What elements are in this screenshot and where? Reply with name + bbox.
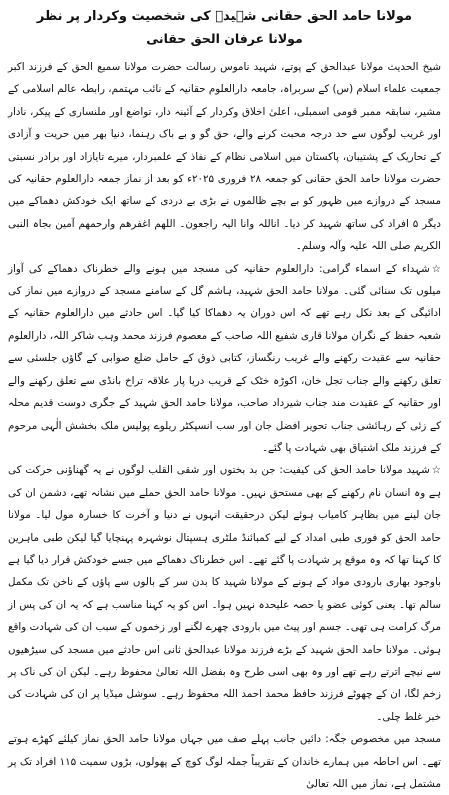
article-body [8,56,441,795]
article-author: مولانا عرفان الحق حقانی [146,31,303,46]
paragraph-intro: شیخ الحدیث مولانا عبدالحق کے پوتے، شہید ناموس رسالت حضرت مولانا سمیع الحق کے فرزند اکبر جمعیت علماء اسلام (س) کے سربراہ، جامعہ دارالعلوم حقانیہ کے نائب مہتمم، رابطہ عالم اسلامی کے مشیر، سابقہ ممبر قومی اسمبلی، اعلیٰ اخلاق وکردار کے آئینہ دار، تواضع اور ملنساری کے پیکر، نادار اور غریب لوگوں سے حد درجہ محبت کرنے والے، حق گو و بے باک رہنما، دنیا بھر میں حریت و آزادی کے تحاریک کے پشتیبان، پاکستان میں اسلامی نظام کے نفاذ کے علمبردار، میرے تایازاد اور برادر نسبتی حضرت مولانا حامد الحق حقانی کو جمعہ ۲۸ فروری ۲۰۲۵ء کو بعد از نماز جمعہ دارالعلوم حقانیہ کی مسجد کے دروازے میں ظہور کو بے بچے ظالموں نے بڑی بے دردی کے ساتھ ایک خودکش دھماکے میں دیگر ۵ افراد کی ساتھ شہید کر دیا۔ اناللہ وانا الیہ راجعون۔ اللھم اغفرھم وارحمھم آمین بجاہ النبی الکریم صلی اللہ علیہ وآلہ وسلم۔ [8,61,442,253]
article-title: مولانا حامد الحق حقانی شہیدؒ کی شخصیت وکردار پر نظر [36,9,413,24]
paragraph-text: شہداء کے اسماء گرامی: دارالعلوم حقانیہ کی مسجد میں ہونے والے خطرناک دھماکے کی آواز میلوں تک سنائی گئی۔ مولانا حامد الحق شہید، ہاشم گل کے سامنے مسجد کے دروازے میں نماز کی ادائیگی کے بعد نکل رہے تھے کہ اس دوران یہ دھماکا کیا گیا۔ اس حادثے میں دارالعلوم حقانیہ کے شعبہ حفظ کے نگران مولانا قاری شفیع اللہ صاحب کے معصوم فرزند محمد وہب شاکر اللہ، دارالعلوم حقانیہ سے عقیدت رکھنے والے غریب رنگساز، کتابی ذوق کے حامل ضلع صوابی کے گاؤں جلسئی سے تعلق رکھنے والے جناب تجل خان، اکوڑہ خٹک کے قریب دریا پار علاقہ تراخ بانڈی سے تعلق رکھنے والے اور حقانیہ کے عقیدت مند جناب شیرداد صاحب، مولانا حامد الحق شہید کے جگری دوست قدیم محلہ کے زئی کے رہائشی جناب تحویر افضل جان اور سب انسپکٹر ریلوے پولیس ملک بخشش الٰہی مرحوم کے فرزند ملک اشتیاق بھی شہادت پا گئے۔ [8,262,441,454]
star-icon: ☆ [431,464,441,477]
paragraph-mosque-place: مسجد میں مخصوص جگہ: دائیں جانب پہلے صف میں جہاں مولانا حامد الحق نماز کیلئے کھڑے ہوتے تھے۔ اس احاطہ میں ہمارے خاندان کے تقریباً جملہ لوگ کوچ کے پھولوں، بڑوں سمیت ۱۱۵ افراد تک پر مشتمل ہے، نماز میں اللہ تعالیٰ [8,733,442,790]
paragraph-text: شہید مولانا حامد الحق کی کیفیت: جن بد بختوں اور شقی القلب لوگوں نے یہ گھناؤنی حرکت کی ہے وہ انسان نام رکھنے کے بھی مستحق نہیں۔ مولانا حامد الحق حملے میں نشانہ تھے، دشمن ان کی جان لینے میں بظاہر کامیاب ہوئے لیکن درحقیقت انہوں نے دنیا و آخرت کا خسارہ مول لیا۔ مولانا حامد الحق کو فوری طبی امداد کے لیے کمبائنڈ ملٹری ہسپتال نوشہرہ پہنچایا گیا لیکن طبی ماہرین کا کہنا تھا کہ وہ موقع پر شہادت پا گئے تھے۔ اس خطرناک دھماکے میں جسے خودکش قرار دیا گیا ہے باوجود بھاری بارودی مواد کے ہونے کے مولانا شہید کا بدن سر کے بالوں سے پاؤں کے ناخن تک مکمل سالم تھا۔ یعنی کوئی عضو یا حصہ علیحدہ نہیں ہوا۔ اس کو یہ کہنا مناسب ہے کہ یہ ان کی پس از مرگ کرامت ہی تھی۔ جسم اور پیٹ میں بارودی چھرے لگنے اور زخموں کے سبب ان کی شہادت واقع ہوئی۔ مولانا حامد الحق شہید کے بڑے فرزند مولانا عبدالحق ثانی اس حادثے میں مسجد کی سیڑھیوں سے نیچے اترتے رہے تھے اور وہ بھی اسی طرح وہ بفضل اللہ تعالیٰ محفوظ رہے۔ لیکن ان کی ناک پر زخم لگا، ان کے چھوٹے فرزند حافظ محمد احمد اللہ محفوظ رہے۔ سوشل میڈیا پر ان کی شہادت کی خبر غلط چلی۔ [8,464,441,723]
paragraph-condition [8,459,441,728]
star-icon: ☆ [431,262,441,275]
paragraph-martyrs-names [8,258,441,460]
